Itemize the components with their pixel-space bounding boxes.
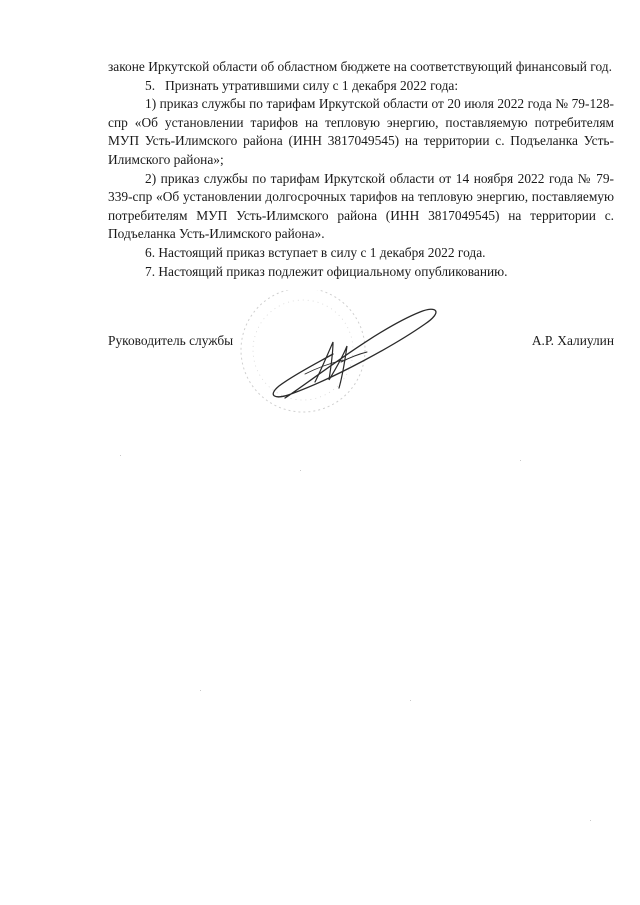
scan-speckle	[300, 470, 301, 471]
paragraph-item-5-2: 2) приказ службы по тарифам Иркутской области от 14 ноября 2022 года № 79-339-спр «Об установлении долгосрочных тарифов на тепловую энергию, поставляемую потребителям МУП Усть-Илимского района (ИНН 3817049545) на территории с. Подъеланка Усть-Илимского района».	[108, 170, 614, 242]
scan-speckle	[520, 460, 521, 461]
scan-speckle	[410, 700, 411, 701]
document-body	[108, 58, 614, 281]
signatory-position: Руководитель службы	[108, 333, 234, 348]
paragraph-item-7: 7. Настоящий приказ подлежит официальному опубликованию.	[145, 263, 508, 279]
signature-stamp-icon	[215, 290, 465, 430]
signatory-name: А.Р. Халиулин	[531, 333, 614, 348]
paragraph-continuation: законе Иркутской области об областном бюджете на соответствующий финансовый год.	[108, 59, 612, 74]
paragraph-item-5: 5. Признать утратившими силу с 1 декабря 2022 года:	[145, 77, 459, 93]
scan-speckle	[590, 820, 591, 821]
scan-speckle	[200, 690, 201, 691]
paragraph-item-6: 6. Настоящий приказ вступает в силу с 1 декабря 2022 года.	[145, 244, 486, 260]
scan-speckle	[120, 455, 121, 456]
paragraph-item-5-1: 1) приказ службы по тарифам Иркутской области от 20 июля 2022 года № 79-128-спр «Об установлении тарифов на тепловую энергию, поставляемую потребителям МУП Усть-Илимского района (ИНН 3817049545) на территории с. Подъеланка Усть-Илимского района»;	[108, 96, 614, 167]
